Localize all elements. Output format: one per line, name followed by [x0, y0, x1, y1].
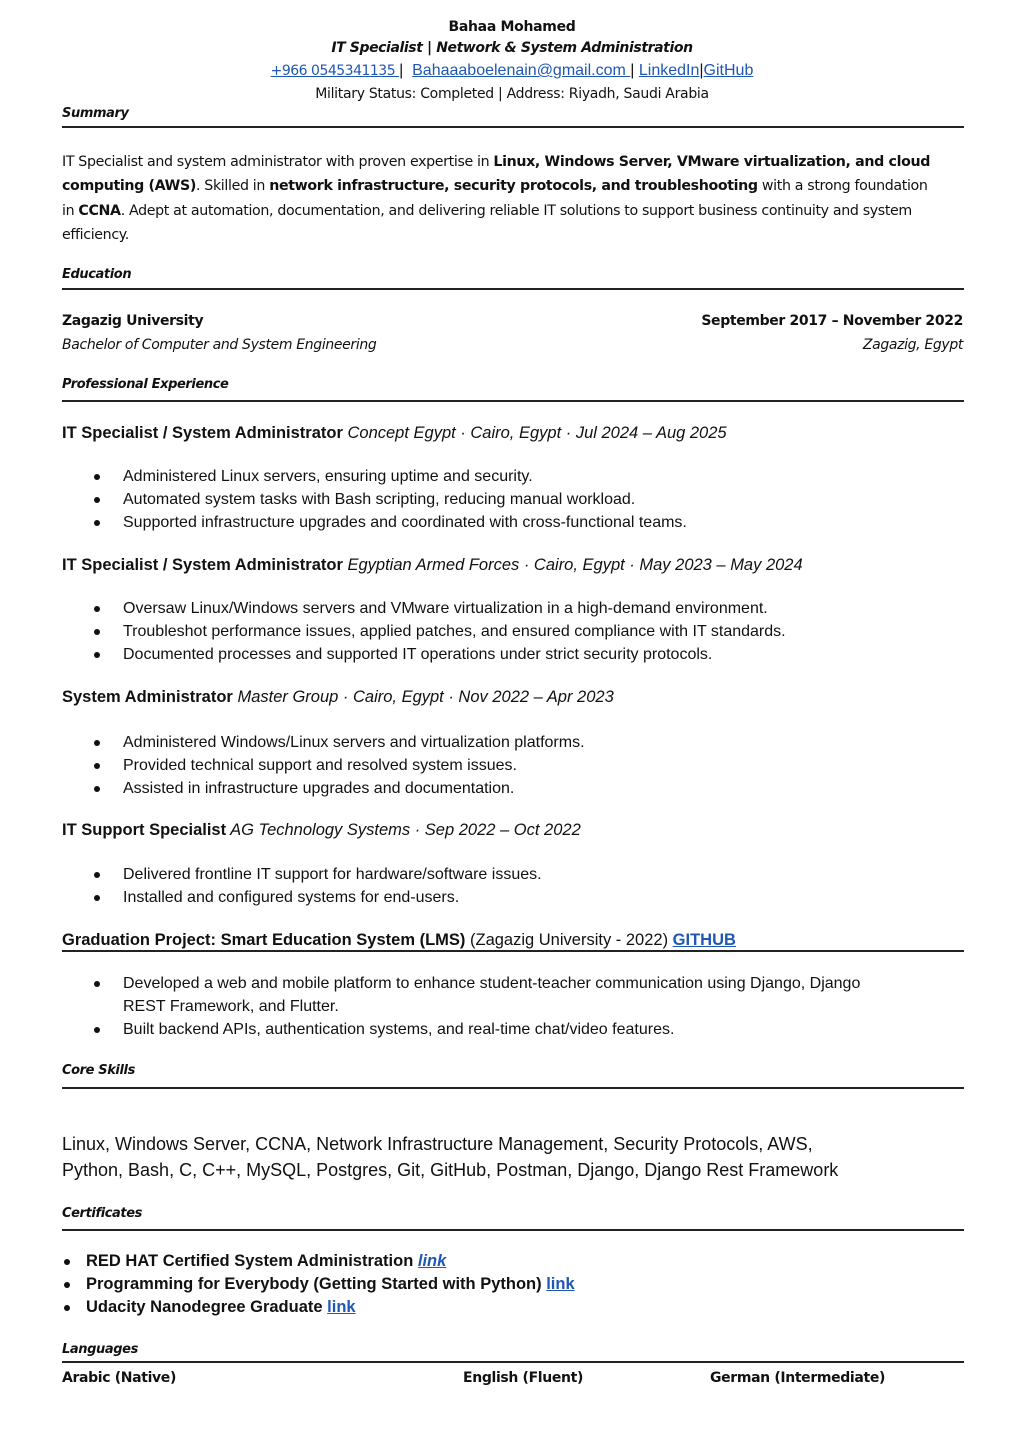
- job-heading: [62, 821, 581, 840]
- school-name: Zagazig University: [62, 313, 204, 329]
- section-title-experience: Professional Experience: [62, 377, 229, 392]
- list-item: Administered Windows/Linux servers and virtualization platforms.: [92, 731, 585, 754]
- degree: Bachelor of Computer and System Engineering: [62, 337, 377, 353]
- job-details: AG Technology Systems · Sep 2022 – Oct 2022: [226, 821, 581, 839]
- list-item: Documented processes and supported IT operations under strict security protocols.: [92, 643, 786, 666]
- certificate-link[interactable]: link: [417, 1252, 447, 1270]
- project-bullets: [92, 972, 872, 1041]
- section-title-summary: Summary: [62, 106, 129, 121]
- project-github-link[interactable]: GITHUB: [672, 931, 736, 949]
- section-title-education: Education: [62, 267, 132, 282]
- education-dates: September 2017 – November 2022: [701, 313, 963, 329]
- section-divider: [62, 1087, 964, 1089]
- job-bullets: [92, 731, 585, 800]
- certificate-list: [62, 1250, 575, 1319]
- list-item: Provided technical support and resolved system issues.: [92, 754, 585, 777]
- job-details: Master Group · Cairo, Egypt · Nov 2022 – Apr 2023: [232, 688, 614, 706]
- summary-emphasis: network infrastructure, security protocols, and troubleshooting: [269, 178, 758, 195]
- section-divider: [62, 1229, 964, 1231]
- list-item: Installed and configured systems for end-users.: [92, 886, 542, 909]
- list-item: Delivered frontline IT support for hardware/software issues.: [92, 863, 542, 886]
- section-divider: [62, 400, 964, 402]
- separator: |: [399, 62, 404, 79]
- section-title-certificates: Certificates: [62, 1206, 142, 1221]
- email-link[interactable]: Bahaaaboelenain@gmail.com: [412, 62, 631, 79]
- section-divider: [62, 1361, 964, 1363]
- certificate-link[interactable]: link: [327, 1298, 356, 1316]
- language-item: English (Fluent): [463, 1370, 584, 1386]
- section-title-languages: Languages: [62, 1342, 138, 1357]
- project-title: Graduation Project: Smart Education System (LMS): [62, 931, 466, 949]
- job-bullets: [92, 863, 542, 909]
- certificate-name: Udacity Nanodegree Graduate: [86, 1298, 328, 1316]
- certificate-name: RED HAT Certified System Administration: [86, 1252, 418, 1270]
- job-bullets: [92, 465, 687, 534]
- language-item: German (Intermediate): [710, 1370, 886, 1386]
- summary-segment: IT Specialist and system administrator with proven expertise in: [62, 154, 494, 170]
- section-divider: [62, 126, 964, 128]
- summary-emphasis: Linux, Windows Server, VMware virtualization, and cloud computing (AWS): [62, 154, 931, 195]
- job-bullets: [92, 597, 786, 666]
- separator: |: [630, 62, 635, 79]
- linkedin-link[interactable]: LinkedIn: [638, 62, 700, 79]
- summary-segment: . Skilled in: [195, 178, 270, 195]
- list-item: Assisted in infrastructure upgrades and documentation.: [92, 777, 585, 800]
- section-divider: [62, 288, 964, 290]
- summary-segment: with a strong foundation in: [62, 178, 928, 219]
- job-role: IT Specialist / System Administrator: [62, 556, 343, 574]
- project-heading: [62, 931, 736, 950]
- job-details: Egyptian Armed Forces · Cairo, Egypt · May 2023 – May 2024: [342, 556, 803, 574]
- candidate-name: Bahaa Mohamed: [448, 19, 576, 35]
- job-heading: [62, 688, 614, 707]
- summary-emphasis: CCNA: [78, 202, 121, 219]
- job-heading: [62, 556, 803, 575]
- certificate-item: [62, 1273, 575, 1296]
- certificate-item: [62, 1296, 575, 1319]
- summary-text: [62, 150, 942, 247]
- list-item: Administered Linux servers, ensuring uptime and security.: [92, 465, 687, 488]
- job-heading: [62, 424, 727, 443]
- separator: |: [699, 62, 704, 79]
- list-item: Developed a web and mobile platform to enhance student-teacher communication using Django, Django REST Framework, and Flutter.: [92, 972, 872, 1018]
- skills-line: Linux, Windows Server, CCNA, Network Infrastructure Management, Security Protocols, AWS,: [62, 1134, 813, 1154]
- project-context: (Zagazig University - 2022): [465, 931, 673, 949]
- job-role: IT Specialist / System Administrator: [62, 424, 343, 442]
- education-location: Zagazig, Egypt: [862, 337, 963, 353]
- github-link[interactable]: GitHub: [703, 62, 754, 79]
- section-title-skills: Core Skills: [62, 1063, 135, 1078]
- job-role: IT Support Specialist: [62, 821, 227, 839]
- skills-line: Python, Bash, C, C++, MySQL, Postgres, Git, GitHub, Postman, Django, Django Rest Framework: [62, 1160, 839, 1180]
- list-item: Troubleshot performance issues, applied patches, and ensured compliance with IT standards.: [92, 620, 786, 643]
- certificate-link[interactable]: link: [546, 1275, 575, 1293]
- language-item: Arabic (Native): [62, 1370, 177, 1386]
- section-divider: [62, 950, 964, 952]
- list-item: Built backend APIs, authentication systems, and real-time chat/video features.: [92, 1018, 872, 1041]
- job-details: Concept Egypt · Cairo, Egypt · Jul 2024 – Aug 2025: [342, 424, 727, 442]
- summary-segment: . Adept at automation, documentation, and delivering reliable IT solutions to support business continuity and system efficiency.: [62, 202, 912, 243]
- certificate-name: Programming for Everybody (Getting Started with Python): [86, 1275, 547, 1293]
- candidate-title: IT Specialist | Network & System Administration: [331, 40, 693, 56]
- list-item: Supported infrastructure upgrades and coordinated with cross-functional teams.: [92, 511, 687, 534]
- phone-link[interactable]: +966 0545341135: [270, 63, 400, 79]
- list-item: Automated system tasks with Bash scripting, reducing manual workload.: [92, 488, 687, 511]
- certificate-item: [62, 1250, 575, 1273]
- job-role: System Administrator: [62, 688, 233, 706]
- military-address-line: Military Status: Completed | Address: Riyadh, Saudi Arabia: [315, 86, 709, 102]
- list-item: Oversaw Linux/Windows servers and VMware virtualization in a high-demand environment.: [92, 597, 786, 620]
- contact-line: [0, 62, 1024, 80]
